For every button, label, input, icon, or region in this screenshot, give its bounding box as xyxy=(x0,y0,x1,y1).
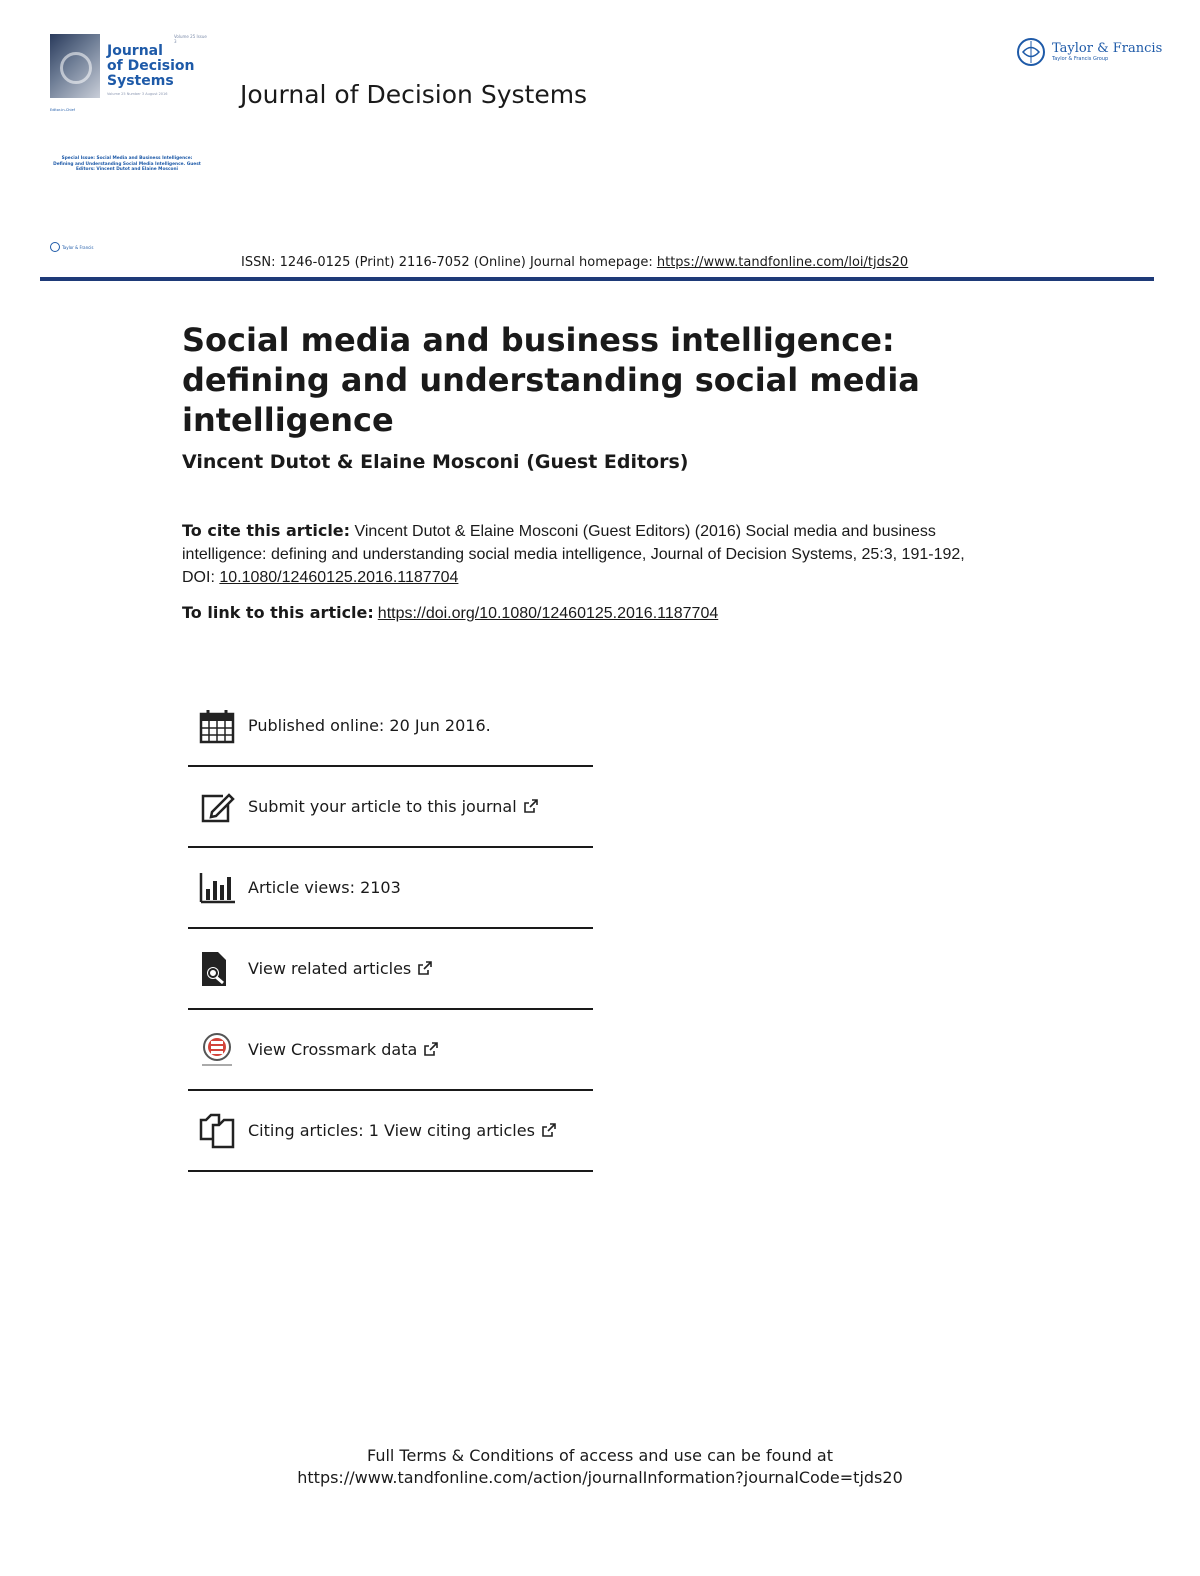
cover-special-issue: Special Issue: Social Media and Business Intelligence: Defining and Understanding Social Media Intelligence. Guest Editors: Vincent Dutot and Elaine Mosconi xyxy=(53,156,201,172)
citation-doi-link[interactable]: 10.1080/12460125.2016.1187704 xyxy=(219,569,459,586)
bar-chart-icon xyxy=(198,869,236,907)
cover-volume: Volume 25 Number 3 August 2016 xyxy=(107,92,168,96)
terms-url[interactable]: https://www.tandfonline.com/action/journalInformation?journalCode=tjds20 xyxy=(297,1468,903,1487)
article-authors: Vincent Dutot & Elaine Mosconi (Guest Editors) xyxy=(182,451,689,473)
journal-cover xyxy=(50,34,210,259)
citing-articles-label: Citing articles: 1 View citing articles xyxy=(248,1121,535,1140)
publisher-tagline: Taylor & Francis Group xyxy=(1052,56,1109,62)
terms-text: Full Terms & Conditions of access and use can be found at xyxy=(366,1446,834,1465)
article-link xyxy=(182,603,718,623)
copy-documents-icon xyxy=(198,1112,236,1150)
crossmark-row[interactable] xyxy=(188,1010,593,1091)
citing-articles-row[interactable] xyxy=(188,1091,593,1172)
cover-issue-info: Volume 25 Issue 3 xyxy=(174,34,207,44)
journal-homepage-link[interactable]: https://www.tandfonline.com/loi/tjds20 xyxy=(656,255,909,270)
document-search-icon xyxy=(198,950,236,988)
article-info-list xyxy=(188,686,593,1172)
cover-brand: Taylor & Francis xyxy=(50,242,94,252)
article-views-row xyxy=(188,848,593,929)
article-link-label: To link to this article: xyxy=(182,603,374,622)
globe-icon xyxy=(50,242,60,252)
cover-title: Journal of Decision Systems xyxy=(107,43,195,89)
issn-text: ISSN: 1246-0125 (Print) 2116-7052 (Online) Journal homepage: xyxy=(241,255,657,270)
external-link-icon xyxy=(541,1122,557,1138)
calendar-icon xyxy=(198,707,236,745)
publisher-logo[interactable] xyxy=(1016,37,1162,67)
submit-article-label: Submit your article to this journal xyxy=(248,797,517,816)
crossmark-label: View Crossmark data xyxy=(248,1040,418,1059)
published-date: Published online: 20 Jun 2016. xyxy=(248,716,491,735)
edit-icon xyxy=(198,788,236,826)
citation-text: Vincent Dutot & Elaine Mosconi (Guest Editors) (2016) Social media and business intelligence: defining and understanding social media intelligence, Journal of Decision Systems, 25:3, 191-192, DOI: xyxy=(182,523,965,586)
related-articles-row[interactable] xyxy=(188,929,593,1010)
issn-line xyxy=(241,255,908,270)
external-link-icon xyxy=(423,1041,439,1057)
cover-image xyxy=(50,34,100,98)
journal-name: Journal of Decision Systems xyxy=(240,80,588,109)
submit-article-row[interactable] xyxy=(188,767,593,848)
article-views: Article views: 2103 xyxy=(248,878,401,897)
external-link-icon xyxy=(417,960,433,976)
citation-label: To cite this article: xyxy=(182,521,351,540)
terms-footer xyxy=(0,1445,1200,1489)
header-divider xyxy=(40,277,1154,281)
external-link-icon xyxy=(523,798,539,814)
citation xyxy=(182,519,1002,589)
cover-editors: Editor-in-Chief xyxy=(50,108,75,112)
published-row xyxy=(188,686,593,767)
globe-icon xyxy=(1016,37,1046,67)
article-title: Social media and business intelligence: defining and understanding social media intelligence xyxy=(182,321,920,439)
publisher-name: Taylor & Francis xyxy=(1052,41,1163,56)
related-articles-label: View related articles xyxy=(248,959,412,978)
crossmark-icon xyxy=(198,1031,236,1069)
article-doi-link[interactable]: https://doi.org/10.1080/12460125.2016.1187704 xyxy=(377,605,719,622)
